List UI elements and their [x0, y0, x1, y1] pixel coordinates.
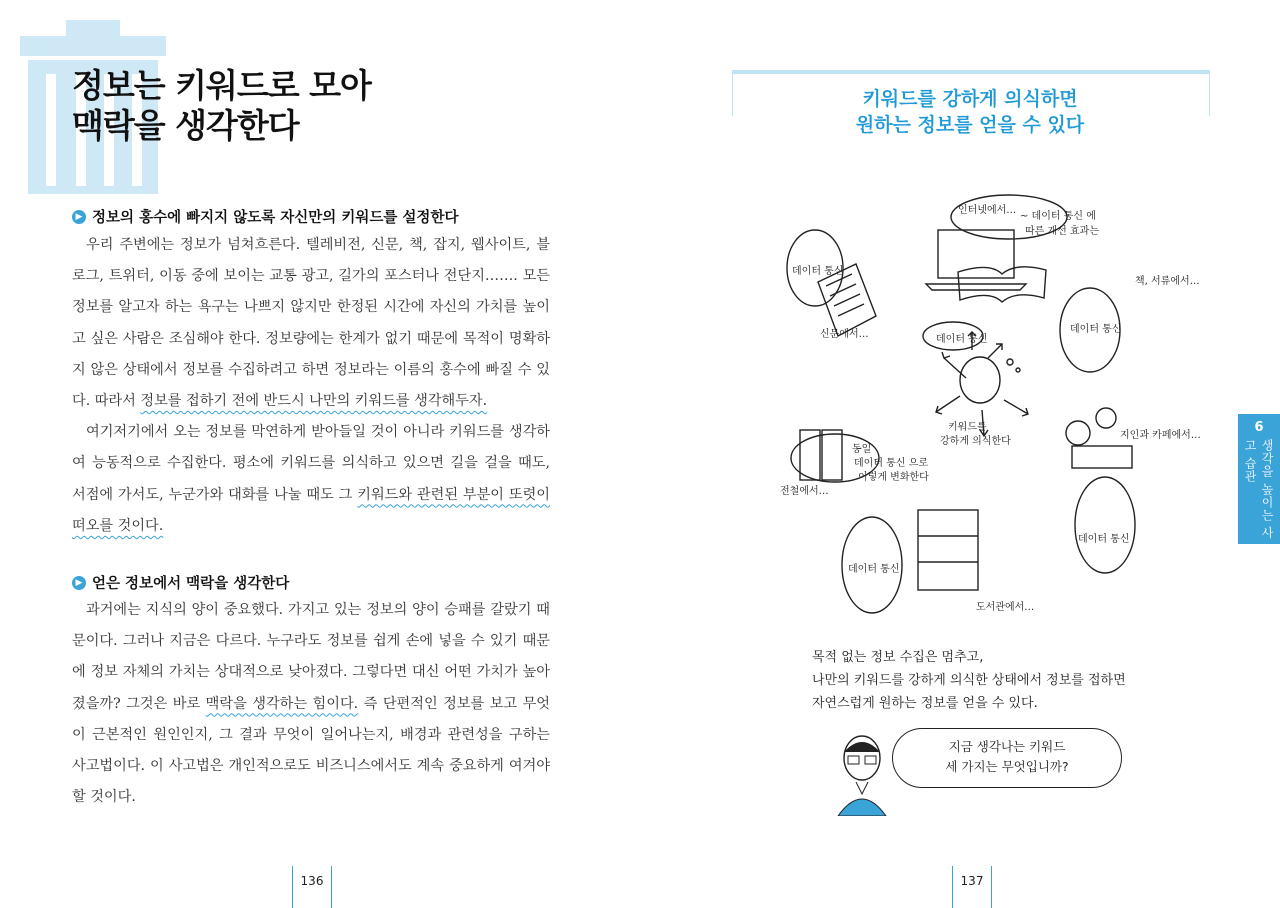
label-cafe: 지인과 카페에서… — [1120, 430, 1201, 441]
speech-bubble: 지금 생각나는 키워드 세 가지는 무엇입니까? — [892, 728, 1122, 788]
page-number: 137 — [952, 866, 992, 908]
library-bubble-text: 데이터 통신 — [848, 564, 900, 575]
section-2-body: 과거에는 지식의 양이 중요했다. 가지고 있는 정보의 양이 승패를 갈랐기 때문이다. 그러나 지금은 다르다. 누구라도 정보를 쉽게 손에 넣을 수 있기 때문에 정보 자체의 가치는 상대적으로 낮아졌다. 그렇다면 대신 어떤 가치가 높아졌을까? 그것은 바로 맥락을 생각하는 힘이다. 즉 단편적인 정보를 보고 무엇이 근본적인 원인인지, 그 결과 무엇이 일어나는지, 배경과 관련성을 구하는 사고법이다. 이 사고법은 개인적으로도 비즈니스에서도 계속 중요하게 여겨야 할 것이다. — [72, 602, 551, 806]
section-heading-2: ▶ 얻은 정보에서 맥락을 생각한다 — [72, 572, 289, 593]
cafe-people-icon — [1066, 421, 1090, 445]
laptop-icon — [938, 230, 1014, 278]
internet-bubble-text-2: 따른 개선 효과는 — [1025, 226, 1099, 237]
section-heading-1: ▶ 정보의 홍수에 빠지지 않도록 자신만의 키워드를 설정한다 — [72, 206, 458, 227]
center-caption-1: 키워드를 — [948, 422, 987, 433]
highlight-text: 정보를 접하기 전에 반드시 나만의 키워드를 생각해두자. — [140, 393, 488, 410]
illustration-title: 키워드를 강하게 의식하면 원하는 정보를 얻을 수 있다 — [855, 88, 1085, 136]
title-line-1: 정보는 키워드로 모아 — [72, 66, 371, 105]
cafe-bubble-text: 데이터 통신 — [1078, 534, 1130, 545]
train-bubble-1: 동일 — [852, 444, 872, 455]
train-bubble-2: 데이터 통신 으로 — [854, 458, 928, 469]
center-caption-2: 강하게 의식한다 — [940, 436, 1011, 447]
page-title — [72, 66, 371, 146]
right-page — [640, 0, 1280, 908]
arrow-circle-icon: ▶ — [72, 576, 86, 590]
page-number: 136 — [292, 866, 332, 908]
highlight-text: 키워드와 관련된 부분이 또렷이 떠오를 것이다. — [72, 486, 550, 534]
label-books: 책, 서류에서… — [1135, 276, 1200, 287]
arrow-circle-icon: ▶ — [72, 210, 86, 224]
label-internet: 인터넷에서… — [958, 205, 1017, 216]
highlight-text: 맥락을 생각하는 힘이다. — [205, 695, 359, 712]
label-newspaper: 신문에서… — [820, 329, 869, 340]
chapter-side-tab[interactable]: 6 생각을 높이는 사고 습관 — [1238, 414, 1280, 544]
newspaper-bubble-text: 데이터 통신 — [792, 266, 844, 277]
internet-bubble-text: ~ 데이터 통신 에 — [1020, 211, 1096, 222]
center-bubble-text: 데이터 통신 — [936, 334, 988, 345]
books-bubble-text: 데이터 통신 — [1070, 324, 1122, 335]
section-1-body: 우리 주변에는 정보가 넘쳐흐른다. 텔레비전, 신문, 책, 잡지, 웹사이트, 블로그, 트위터, 이동 중에 보이는 교통 광고, 길가의 포스터나 전단지……. 모든 정보를 알고자 하는 욕구는 나쁘지 않지만 한정된 시간에 자신의 가치를 높이고 싶은 사람은 조심해야 한다. 정보량에는 한계가 없기 때문에 목적이 명확하지 않은 상태에서 정보를 수집하려고 하면 정보라는 이름의 홍수에 빠질 수 있다. 따라서 정보를 접하기 전에 반드시 나만의 키워드를 생각해두자. 여기저기에서 오는 정보를 막연하게 받아들일 것이 아니라 키워드를 생각하여 능동적으로 수집한다. 평소에 키워드를 의식하고 있으면 길을 걸을 때도, 서점에 가서도, 누군가와 대화를 나눌 때도 그 키워드와 관련된 부분이 또렷이 떠오를 것이다. — [72, 237, 550, 534]
train-bubble-3: 이렇게 변화한다 — [858, 472, 929, 483]
person-face-icon — [960, 357, 1000, 403]
title-line-2: 맥락을 생각한다 — [72, 106, 299, 145]
label-library: 도서관에서… — [976, 602, 1035, 613]
bookshelf-icon — [918, 510, 978, 590]
label-train: 전철에서… — [780, 486, 829, 497]
illustration-caption: 목적 없는 정보 수집은 멈추고, 나만의 키워드를 강하게 의식한 상태에서 정보를 접하면 자연스럽게 원하는 정보를 얻을 수 있다. — [812, 650, 1126, 711]
speaker-avatar-icon — [832, 732, 892, 816]
keyword-illustration — [760, 190, 1200, 620]
